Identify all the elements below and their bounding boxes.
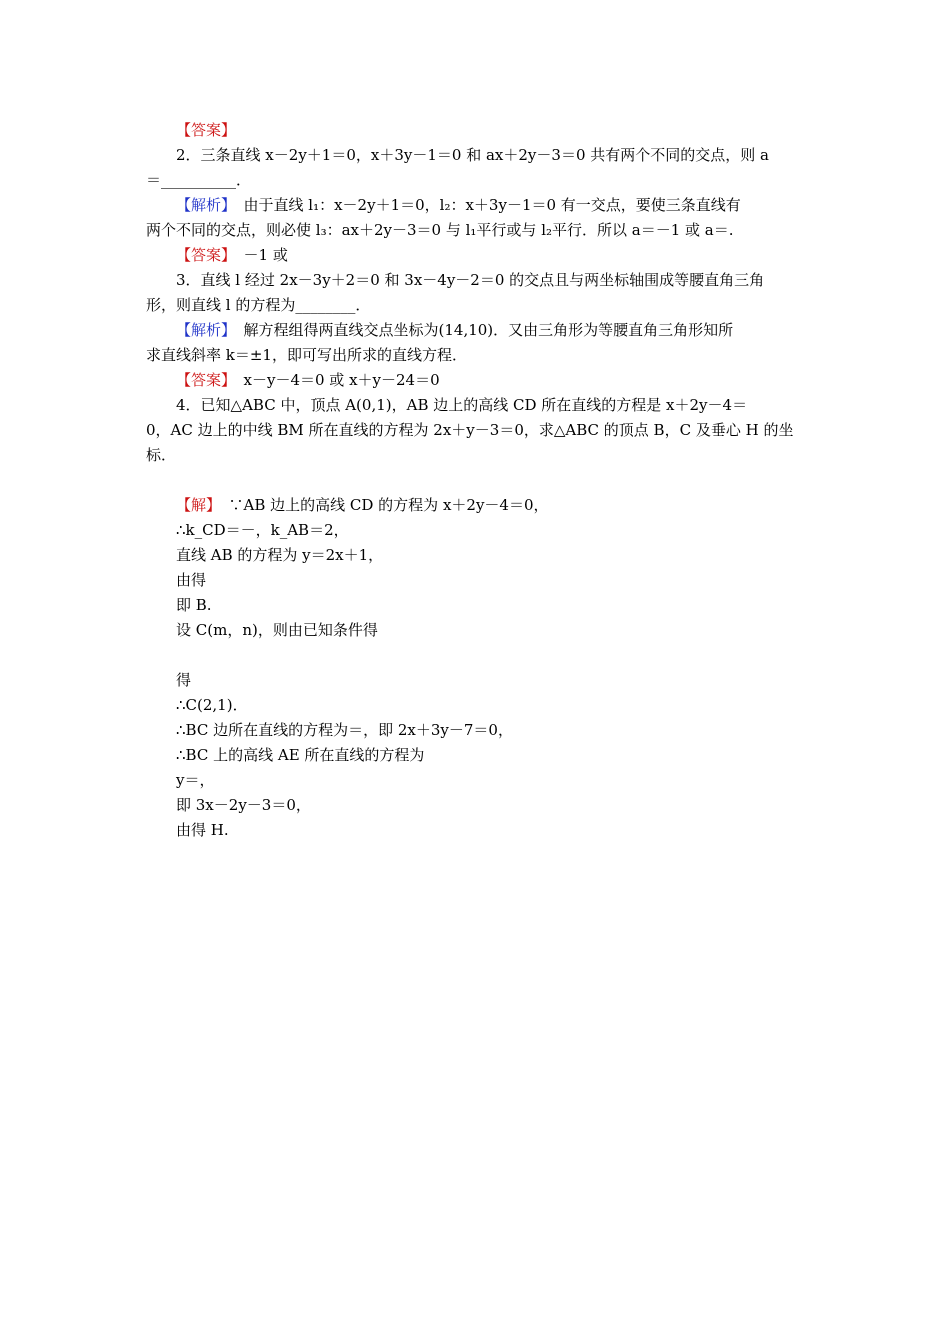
solution-line: 即 3x－2y－3＝0， xyxy=(176,796,311,814)
solution-line: ∴C(2,1)． xyxy=(176,696,248,714)
answer-tag: 【答案】 xyxy=(176,121,237,139)
q3-answer-text: x－y－4＝0 或 x＋y－24＝0 xyxy=(228,371,440,389)
q2-answer-text: －1 或 xyxy=(228,246,288,264)
solution-line: 由得 H. xyxy=(176,821,229,839)
q3-answer-line xyxy=(146,368,806,393)
answer-tag: 【答案】 xyxy=(176,246,229,264)
analysis-tag: 【解析】 xyxy=(176,321,229,339)
q3-analysis-line-1 xyxy=(146,318,806,343)
q3-analysis-line-2: 求直线斜率 k＝±1，即可写出所求的直线方程． xyxy=(146,346,467,364)
solution-line: 直线 AB 的方程为 y＝2x＋1， xyxy=(176,546,384,564)
solution-line: 得 xyxy=(176,671,192,689)
q2-analysis-line-2: 两个不同的交点，则必使 l₃：ax＋2y－3＝0 与 l₁平行或与 l₂平行．所以 a＝－1 或 a＝. xyxy=(146,221,734,239)
q2-analysis-text-1: 由于直线 l₁：x－2y＋1＝0，l₂：x＋3y－1＝0 有一交点，要使三条直线有 xyxy=(228,196,741,214)
solution-line: ∴BC 边所在直线的方程为＝，即 2x＋3y－7＝0， xyxy=(176,721,513,739)
spacer xyxy=(146,468,806,493)
solution-line: 设 C(m，n)，则由已知条件得 xyxy=(176,621,378,639)
q3-line-1: 3．直线 l 经过 2x－3y＋2＝0 和 3x－4y－2＝0 的交点且与两坐标轴围成等腰直角三角 xyxy=(176,271,765,289)
q4-line-3: 标． xyxy=(146,446,177,464)
solution-line: 即 B. xyxy=(176,596,212,614)
solution-line: 由得 xyxy=(176,571,207,589)
solution-line: ∴BC 上的高线 AE 所在直线的方程为 xyxy=(176,746,425,764)
solution-line: y＝， xyxy=(176,771,215,789)
q4-line-2: 0，AC 边上的中线 BM 所在直线的方程为 2x＋y－3＝0，求△ABC 的顶点 B，C 及垂心 H 的坐 xyxy=(146,421,794,439)
q2-answer-line xyxy=(146,243,806,268)
q2-line-1: 2．三条直线 x－2y＋1＝0，x＋3y－1＝0 和 ax＋2y－3＝0 共有两个不同的交点，则 a xyxy=(176,146,769,164)
document-body xyxy=(146,118,806,843)
solution-tag: 【解】 xyxy=(176,496,214,514)
solution-line xyxy=(146,643,806,668)
q3-analysis-text-1: 解方程组得两直线交点坐标为(14,10)．又由三角形为等腰直角三角形知所 xyxy=(228,321,734,339)
answer-tag: 【答案】 xyxy=(176,371,229,389)
q3-line-2: 形，则直线 l 的方程为________． xyxy=(146,296,371,314)
q1-answer-line xyxy=(146,118,806,143)
q4-line-1: 4．已知△ABC 中，顶点 A(0,1)，AB 边上的高线 CD 所在直线的方程是 x＋2y－4＝ xyxy=(176,396,748,414)
q4-solution-first-line xyxy=(146,493,806,518)
q2-analysis-line-1 xyxy=(146,193,806,218)
analysis-tag: 【解析】 xyxy=(176,196,229,214)
q2-line-2: ＝__________． xyxy=(146,171,252,189)
q4-solution-text-first: ∵AB 边上的高线 CD 的方程为 x＋2y－4＝0， xyxy=(213,496,549,514)
solution-line: ∴k_CD＝－，k_AB＝2， xyxy=(176,521,349,539)
